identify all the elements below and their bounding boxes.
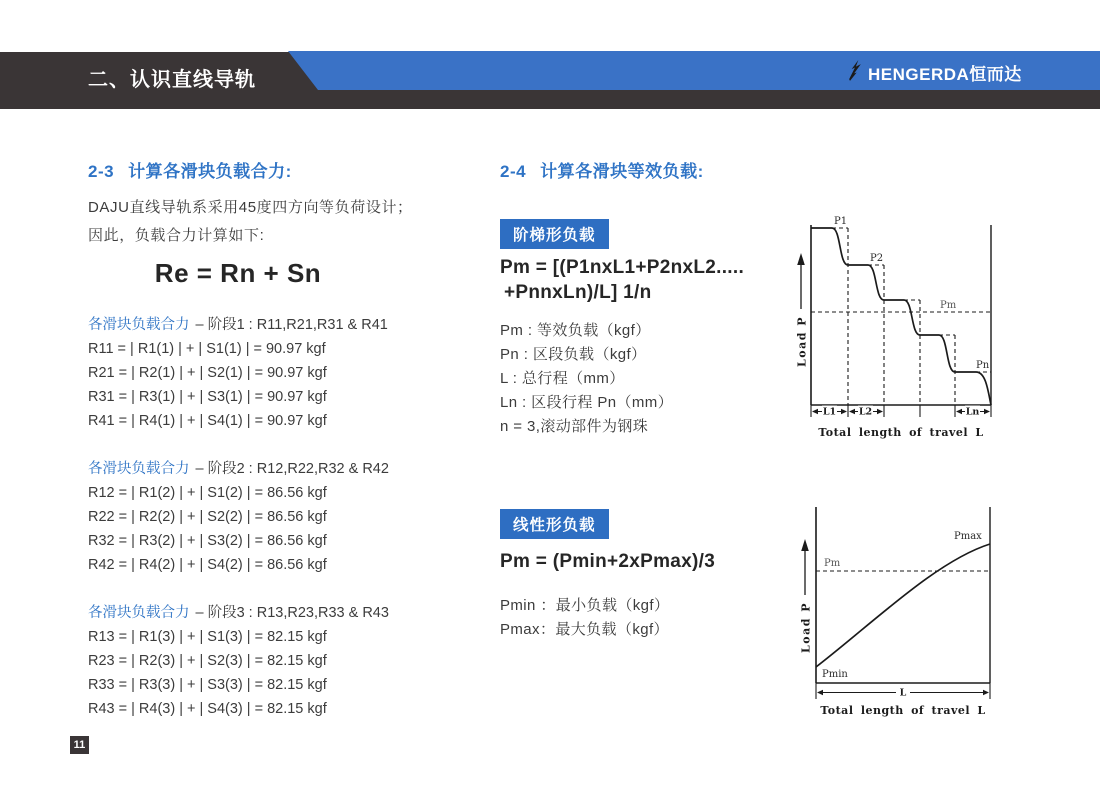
intro-line-1: DAJU直线导轨系采用45度四方向等负荷设计； <box>88 199 413 216</box>
linear-load-formula: Pm = (Pmin+2xPmax)/3 <box>500 551 716 572</box>
section-2-4-text: 计算各滑块等效负载: <box>540 162 704 181</box>
legend-pm: Pm : 等效负载（kgf） <box>500 322 651 339</box>
stage-2-suffix: – 阶段2 : R12,R22,R32 & R42 <box>195 461 389 477</box>
linear-y-axis-caption: Load P <box>799 602 813 653</box>
section-2-4-title <box>500 157 704 182</box>
linear-load-legend <box>500 594 669 642</box>
legend-pmin: Pmin ：最小负载（kgf） <box>500 597 670 614</box>
stage-1-header <box>88 313 388 337</box>
label-l1: L1 <box>822 406 837 418</box>
section-2-3-number: 2-3 <box>88 162 115 181</box>
page-number-badge: 11 <box>70 736 89 754</box>
stage-1-line-3: R31 = | R3(1) | + | S3(1) | = 90.97 kgf <box>88 389 327 405</box>
stage-3-line-2: R23 = | R2(3) | + | S2(3) | = 82.15 kgf <box>88 653 327 669</box>
chapter-title: 二、认识直线导轨 <box>88 69 256 91</box>
step-y-axis-caption: Load P <box>795 316 809 367</box>
linear-load-chart <box>788 495 1068 723</box>
step-load-formula-line-1: Pm = [(P1nxL1+P2nxL2..... <box>500 257 745 278</box>
stage-1-block <box>88 313 388 433</box>
step-load-box: 阶梯形负载 <box>500 219 609 249</box>
label-pm: Pm <box>940 300 957 311</box>
hengerda-logo-icon <box>845 59 868 86</box>
legend-l: L : 总行程（mm） <box>500 370 625 387</box>
stage-2-line-2: R22 = | R2(2) | + | S2(2) | = 86.56 kgf <box>88 509 327 525</box>
step-x-axis-caption: Total length of travel L <box>818 426 984 439</box>
step-load-formula <box>500 255 744 305</box>
label-l2: L2 <box>858 406 873 418</box>
stage-1-line-1: R11 = | R1(1) | + | S1(1) | = 90.97 kgf <box>88 341 326 357</box>
stage-3-header <box>88 601 389 625</box>
label-pn: Pn <box>976 360 990 371</box>
stage-1-suffix: – 阶段1 : R11,R21,R31 & R41 <box>195 317 388 333</box>
label-ln: Ln <box>965 406 980 418</box>
stage-1-line-4: R41 = | R4(1) | + | S4(1) | = 90.97 kgf <box>88 413 327 429</box>
brand-logo <box>845 55 1022 89</box>
stage-3-line-4: R43 = | R4(3) | + | S4(3) | = 82.15 kgf <box>88 701 327 717</box>
step-load-formula-line-2: +PnnxLn)/L] 1/n <box>504 282 652 303</box>
legend-pmax: Pmax：最大负载（kgf） <box>500 621 669 638</box>
label-l-total: L <box>899 687 907 699</box>
legend-pn: Pn : 区段负载（kgf） <box>500 346 647 363</box>
stage-3-label: 各滑块负载合力 <box>88 605 190 621</box>
section-2-4-number: 2-4 <box>500 162 527 181</box>
step-load-legend <box>500 319 673 439</box>
stage-2-line-1: R12 = | R1(2) | + | S1(2) | = 86.56 kgf <box>88 485 327 501</box>
stage-3-suffix: – 阶段3 : R13,R23,R33 & R43 <box>195 605 389 621</box>
step-load-curve <box>811 228 991 405</box>
stage-3-block <box>88 601 389 721</box>
legend-n: n = 3,滚动部件为钢珠 <box>500 418 649 435</box>
stage-3-line-3: R33 = | R3(3) | + | S3(3) | = 82.15 kgf <box>88 677 327 693</box>
label-p1: P1 <box>834 216 848 227</box>
section-2-3-text: 计算各滑块负载合力: <box>128 162 292 181</box>
stage-2-header <box>88 457 389 481</box>
label-pmin: Pmin <box>822 669 848 680</box>
linear-load-curve <box>816 544 990 667</box>
stage-1-label: 各滑块负载合力 <box>88 317 190 333</box>
stage-1-line-2: R21 = | R2(1) | + | S2(1) | = 90.97 kgf <box>88 365 327 381</box>
stage-2-label: 各滑块负载合力 <box>88 461 190 477</box>
intro-line-2: 因此，负载合力计算如下: <box>88 227 265 244</box>
label-pmax: Pmax <box>954 531 982 542</box>
resultant-load-formula: Re = Rn + Sn <box>154 258 322 288</box>
stepped-load-chart <box>788 205 1068 453</box>
stage-3-line-1: R13 = | R1(3) | + | S1(3) | = 82.15 kgf <box>88 629 327 645</box>
stage-2-line-3: R32 = | R3(2) | + | S3(2) | = 86.56 kgf <box>88 533 327 549</box>
linear-load-box: 线性形负载 <box>500 509 609 539</box>
stage-2-block <box>88 457 389 577</box>
linear-x-axis-caption: Total length of travel L <box>820 704 986 717</box>
label-p2: P2 <box>870 253 884 264</box>
label-pm-linear: Pm <box>824 558 841 569</box>
legend-ln: Ln : 区段行程 Pn（mm） <box>500 394 674 411</box>
stage-2-line-4: R42 = | R4(2) | + | S4(2) | = 86.56 kgf <box>88 557 327 573</box>
brand-text: HENGERDA恒而达 <box>868 64 1022 84</box>
section-2-3-title <box>88 157 292 182</box>
